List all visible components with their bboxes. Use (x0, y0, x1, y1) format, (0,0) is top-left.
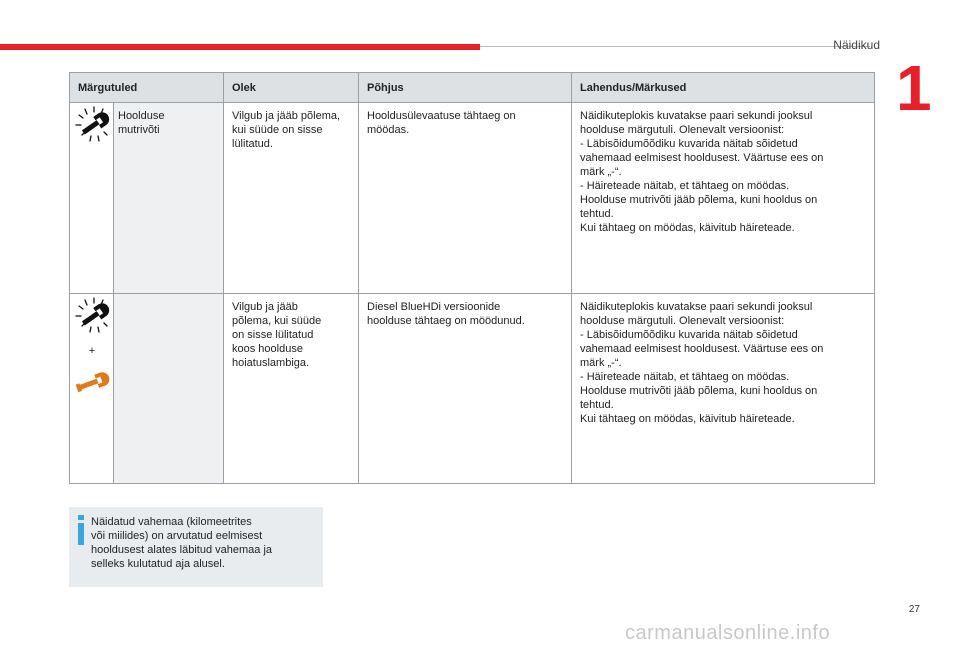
wrench-flashing-icon (70, 294, 114, 342)
icon-cell (70, 293, 114, 484)
wrench-orange-icon (70, 368, 114, 402)
page-number: 27 (908, 604, 920, 615)
column-header-lights: Märgutuled (70, 73, 224, 103)
table-header-row (70, 73, 875, 103)
icon-cell (70, 103, 114, 294)
chapter-number: 1 (896, 52, 932, 124)
info-note-text: Näidatud vahemaa (kilomeetrites või miilides) on arvutatud eelmisest hooldusest alates läbitud vahemaa ja selleks kulutatud aja alusel. (91, 516, 273, 570)
column-header-state: Olek (224, 73, 359, 103)
table-row (70, 103, 875, 294)
header-accent-bar (0, 44, 480, 50)
section-title: Näidikud (833, 38, 880, 52)
info-icon (76, 515, 86, 549)
state-cell: Vilgub ja jääb põlema, kui süüde on sisse lülitatud koos hoolduse hoiatuslambiga. (224, 293, 359, 484)
column-header-cause: Põhjus (359, 73, 572, 103)
cause-cell: Diesel BlueHDi versioonide hoolduse tähtaeg on möödunud. (359, 293, 572, 484)
remarks-cell: Näidikuteplokis kuvatakse paari sekundi jooksul hoolduse märgutuli. Olenevalt versioonist: - Läbisõidumõõdiku kuvarida näitab sõidetud vahemaad eelmisest hooldusest. Väärtuse ees on märk „-“. - Häireteade näitab, et tähtaeg on möödas. Hoolduse mutrivõti jääb põlema, kuni hooldus on tehtud. Kui tähtaeg on möödas, käivitub häireteade. (572, 103, 875, 294)
remarks-cell: Näidikuteplokis kuvatakse paari sekundi jooksul hoolduse märgutuli. Olenevalt versioonist: - Läbisõidumõõdiku kuvarida näitab sõidetud vahemaad eelmisest hooldusest. Väärtuse ees on märk „-“. - Häireteade näitab, et tähtaeg on möödas. Hoolduse mutrivõti jääb põlema, kuni hooldus on tehtud. Kui tähtaeg on möödas, käivitub häireteade. (572, 293, 875, 484)
column-header-remarks: Lahendus/Märkused (572, 73, 875, 103)
state-cell: Vilgub ja jääb põlema, kui süüde on sisse lülitatud. (224, 103, 359, 294)
wrench-flashing-icon (70, 103, 114, 151)
light-name (114, 293, 224, 484)
info-note (69, 507, 323, 587)
cause-cell: Hooldusülevaatuse tähtaeg on möödas. (359, 103, 572, 294)
light-name: Hoolduse mutrivõti (114, 103, 224, 294)
warning-lights-table (69, 72, 875, 484)
watermark: carmanualsonline.info (625, 622, 831, 644)
table-row (70, 293, 875, 484)
plus-sign: + (88, 344, 96, 357)
